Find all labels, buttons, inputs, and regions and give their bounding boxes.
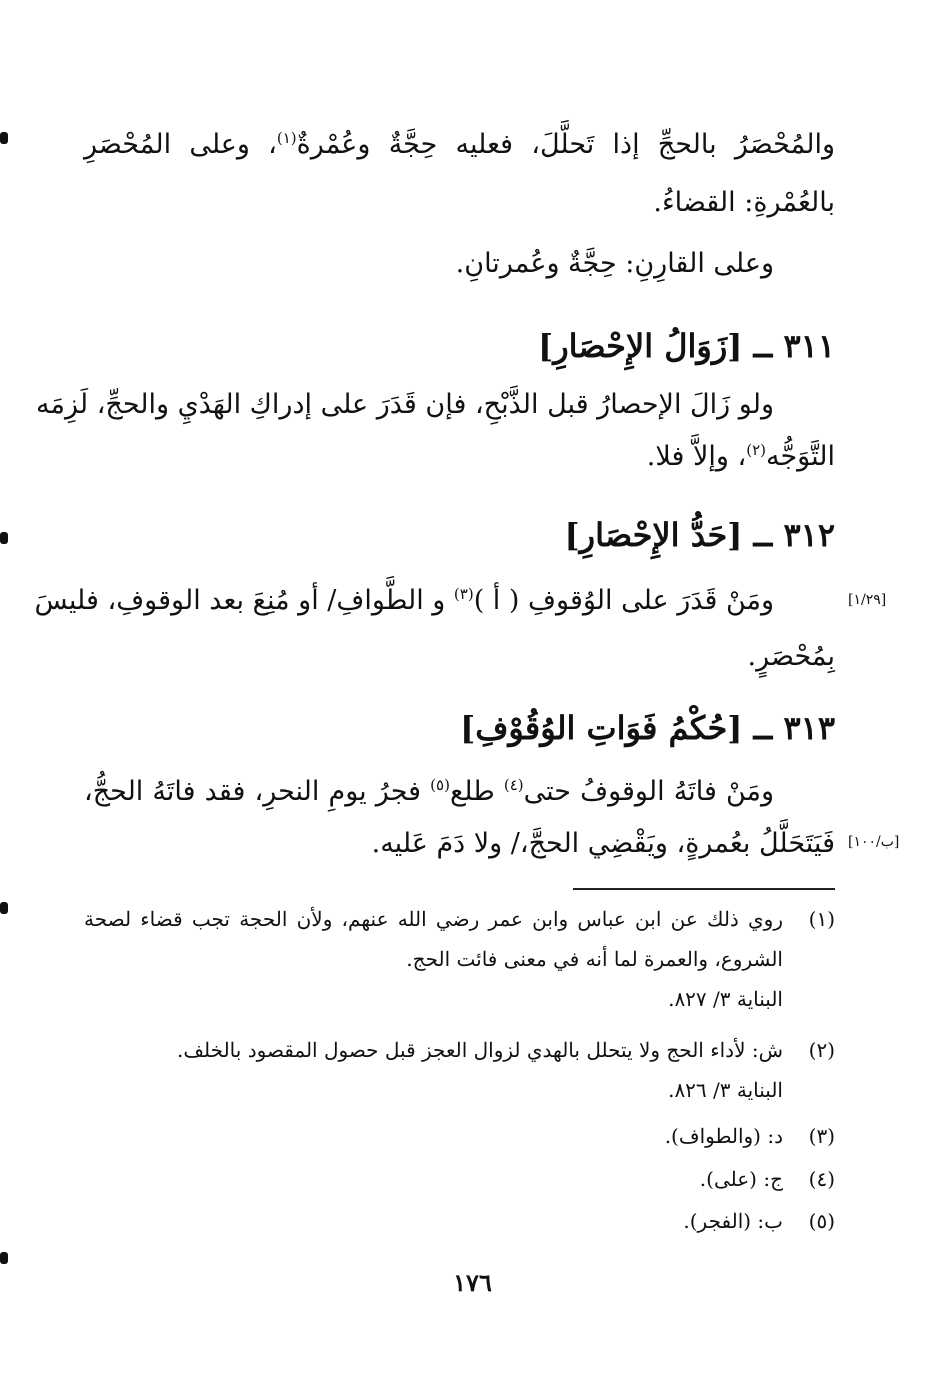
paragraph-line: فَيَتَحَلَّلُ بعُمرةٍ، ويَقْضِي الحجَّ،/ ولا دَمَ عَليه. <box>371 828 835 859</box>
footnote-ref[interactable]: (٤) <box>503 776 524 794</box>
footnote-line: البناية ٣/ ٨٢٦. <box>668 1078 783 1102</box>
footnote-separator <box>573 888 835 890</box>
paragraph-line: بِمُحْصَرٍ. <box>747 641 835 672</box>
footnote-line: ب: (الفجر). <box>683 1209 783 1233</box>
footnote-number: (١) <box>808 907 835 931</box>
paragraph-311 <box>36 376 774 434</box>
paragraph-313 <box>84 763 774 821</box>
edge-mark <box>0 132 8 144</box>
paragraph-312-continued <box>84 628 835 686</box>
section-heading-311: ٣١١ ــ [زَوَالُ الإِحْصَارِ] <box>538 327 835 365</box>
footnote-line: ش: لأداء الحج ولا يتحلل بالهدي لزوال العجز قبل حصول المقصود بالخلف. <box>177 1038 783 1062</box>
paragraph-line: والمُحْصَرُ بالحجِّ إذا تَحلَّلَ، فعليه حِجَّةٌ وعُمْرةٌ$^{(١)}$، وعلى المُحْصَرِ <box>84 129 835 160</box>
paragraph-line: ومَنْ فاتَهُ الوقوفُ حتى$^{(٤)}$ طلع$^{(٥)}$ فجرُ يومِ النحرِ، فقد فاتَهُ الحجُّ، <box>84 776 775 807</box>
paragraph-muhsar-continued <box>84 174 835 232</box>
footnote-number: (٤) <box>808 1167 835 1191</box>
margin-reference: [ب/١٠٠] <box>848 834 900 850</box>
paragraph-muhsar <box>84 116 835 174</box>
section-heading-313: ٣١٣ ــ [حُكْمُ فَوَاتِ الوُقُوْفِ] <box>460 709 835 747</box>
paragraph-311-continued <box>84 428 835 486</box>
paragraph-qarin <box>84 235 774 293</box>
footnote-ref[interactable]: (١) <box>276 129 297 147</box>
footnote-number: (٥) <box>808 1209 835 1233</box>
edge-mark <box>0 532 8 544</box>
footnote-line: البناية ٣/ ٨٢٧. <box>668 987 783 1011</box>
paragraph-313-continued <box>84 815 835 873</box>
footnote-5 <box>84 1201 835 1241</box>
paragraph-line: ومَنْ قَدَرَ على الوُقوفِ ( أ )$^{(٣)}$ و الطَّوافِ/ أو مُنِعَ بعد الوقوفِ، فليسَ <box>34 585 774 616</box>
paragraph-line: بالعُمْرةِ: القضاءُ. <box>653 187 835 218</box>
page-number: ١٧٦ <box>453 1268 492 1297</box>
section-heading-312: ٣١٢ ــ [حَدُّ الإِحْصَارِ] <box>564 516 835 554</box>
edge-mark <box>0 902 8 914</box>
margin-reference: [١/٢٩] <box>848 592 887 608</box>
footnote-ref[interactable]: (٢) <box>746 441 766 459</box>
footnote-line: د: (والطواف). <box>664 1124 783 1148</box>
footnote-1 <box>84 899 835 1019</box>
footnote-3 <box>84 1116 835 1156</box>
paragraph-line: ولو زَالَ الإحصارُ قبل الذَّبْحِ، فإن قَدَرَ على إدراكِ الهَدْيِ والحجِّ، لَزِمَه <box>36 389 774 420</box>
footnote-line: روي ذلك عن ابن عباس وابن عمر رضي الله عنهم، ولأن الحجة تجب قضاء لصحة <box>84 907 784 931</box>
edge-mark <box>0 1252 8 1264</box>
paragraph-line: وعلى القارِنِ: حِجَّةٌ وعُمرتانِ. <box>455 248 774 279</box>
paragraph-line: التَّوَجُّه$^{(٢)}$، وإلاَّ فلا. <box>646 441 835 472</box>
footnote-ref[interactable]: (٣) <box>453 585 474 603</box>
footnote-line: ج: (على). <box>699 1167 783 1191</box>
footnote-line: الشروع، والعمرة لما أنه في معنى فائت الحج. <box>406 947 783 971</box>
footnote-4 <box>84 1159 835 1199</box>
footnote-2 <box>84 1030 835 1110</box>
paragraph-312 <box>34 572 774 630</box>
footnote-number: (٢) <box>808 1038 835 1062</box>
footnote-ref[interactable]: (٥) <box>430 776 450 794</box>
footnote-number: (٣) <box>808 1124 835 1148</box>
